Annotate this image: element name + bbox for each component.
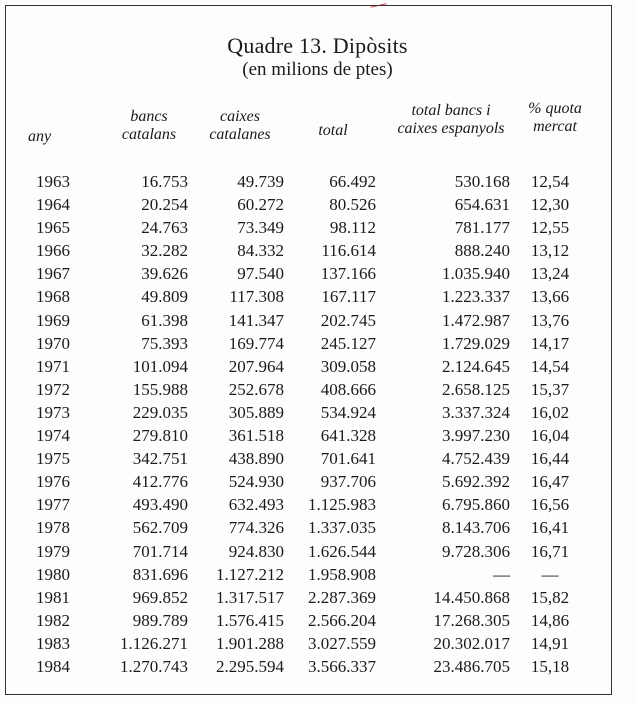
cell-year: 1973 xyxy=(36,402,70,422)
header-spain-line2: caixes espanyols xyxy=(397,120,505,137)
cell-savings: 774.326 xyxy=(228,518,284,538)
cell-savings: 97.540 xyxy=(237,264,284,284)
cell-banks: 1.270.743 xyxy=(120,656,188,676)
cell-total: 137.166 xyxy=(320,264,376,284)
table-row xyxy=(0,170,635,193)
cell-market-share: 16,71 xyxy=(530,541,570,561)
header-share-line2: mercat xyxy=(533,118,577,135)
cell-banks: 39.626 xyxy=(141,264,188,284)
cell-total: 1.958.908 xyxy=(308,564,376,584)
cell-market-share: — xyxy=(541,564,559,584)
cell-total: 1.626.544 xyxy=(308,541,376,561)
table-row xyxy=(0,447,635,470)
cell-banks: 1.126.271 xyxy=(120,633,188,653)
table-row xyxy=(0,239,635,262)
cell-total: 202.745 xyxy=(320,310,376,330)
header-market-share xyxy=(515,100,595,136)
cell-banks: 412.776 xyxy=(132,472,188,492)
cell-year: 1979 xyxy=(36,541,70,561)
cell-spain-total: 8.143.706 xyxy=(442,518,510,538)
table-row xyxy=(0,309,635,332)
cell-banks: 562.709 xyxy=(132,518,188,538)
cell-total: 80.526 xyxy=(329,195,376,215)
cell-year: 1972 xyxy=(36,379,70,399)
header-total xyxy=(303,122,363,140)
cell-spain-total: 888.240 xyxy=(454,241,510,261)
cell-savings: 524.930 xyxy=(228,472,284,492)
cell-year: 1970 xyxy=(36,333,70,353)
header-year xyxy=(28,128,68,146)
cell-spain-total: 654.631 xyxy=(454,195,510,215)
cell-banks: 155.988 xyxy=(132,379,188,399)
table-row xyxy=(0,378,635,401)
cell-market-share: 13,66 xyxy=(530,287,570,307)
table-row xyxy=(0,285,635,308)
cell-spain-total: 530.168 xyxy=(454,172,510,191)
cell-banks: 342.751 xyxy=(132,449,188,469)
cell-spain-total: 2.658.125 xyxy=(442,379,510,399)
table-subtitle: (en milions de ptes) xyxy=(242,59,393,80)
cell-year: 1971 xyxy=(36,356,70,376)
table-row xyxy=(0,540,635,563)
header-banks-line1: bancs xyxy=(130,108,168,125)
cell-market-share: 16,47 xyxy=(530,472,570,492)
header-savings-line1: caixes xyxy=(220,108,260,125)
cell-savings: 305.889 xyxy=(228,402,284,422)
cell-market-share: 14,91 xyxy=(530,633,570,653)
cell-banks: 16.753 xyxy=(141,172,188,191)
cell-year: 1975 xyxy=(36,449,70,469)
table-row xyxy=(0,355,635,378)
cell-year: 1981 xyxy=(36,587,70,607)
cell-spain-total: 1.223.337 xyxy=(442,287,510,307)
cell-total: 116.614 xyxy=(321,241,376,261)
table-row xyxy=(0,493,635,516)
cell-banks: 493.490 xyxy=(132,495,188,515)
table-row xyxy=(0,216,635,239)
cell-savings: 84.332 xyxy=(237,241,284,261)
cell-savings: 60.272 xyxy=(237,195,284,215)
table-row xyxy=(0,655,635,678)
cell-year: 1977 xyxy=(36,495,70,515)
cell-savings: 1.127.212 xyxy=(216,564,284,584)
cell-market-share: 14,17 xyxy=(530,333,570,353)
cell-total: 3.566.337 xyxy=(308,656,376,676)
cell-year: 1966 xyxy=(36,241,70,261)
cell-savings: 117.308 xyxy=(229,287,284,307)
cell-spain-total: 23.486.705 xyxy=(433,656,510,676)
table-row xyxy=(0,470,635,493)
cell-savings: 438.890 xyxy=(228,449,284,469)
cell-savings: 169.774 xyxy=(228,333,284,353)
header-savings xyxy=(195,108,285,144)
cell-banks: 701.714 xyxy=(132,541,188,561)
cell-total: 2.566.204 xyxy=(308,610,376,630)
cell-banks: 61.398 xyxy=(141,310,188,330)
cell-market-share: 12,55 xyxy=(530,218,570,238)
table-row xyxy=(0,563,635,586)
cell-year: 1967 xyxy=(36,264,70,284)
cell-market-share: 12,30 xyxy=(530,195,570,215)
header-share-line1: % quota xyxy=(528,100,582,117)
cell-total: 1.337.035 xyxy=(308,518,376,538)
cell-savings: 49.739 xyxy=(237,172,284,191)
table-body xyxy=(0,170,635,678)
cell-total: 2.287.369 xyxy=(308,587,376,607)
cell-market-share: 13,12 xyxy=(530,241,570,261)
header-savings-line2: catalanes xyxy=(209,126,271,143)
cell-spain-total: 3.337.324 xyxy=(442,402,510,422)
cell-banks: 969.852 xyxy=(132,587,188,607)
cell-market-share: 15,18 xyxy=(530,656,570,676)
table-row xyxy=(0,586,635,609)
table-row xyxy=(0,632,635,655)
cell-spain-total: 9.728.306 xyxy=(442,541,510,561)
table-row xyxy=(0,193,635,216)
cell-banks: 831.696 xyxy=(132,564,188,584)
header-spain-line1: total bancs i xyxy=(411,102,491,119)
cell-year: 1974 xyxy=(36,426,70,446)
cell-total: 1.125.983 xyxy=(308,495,376,515)
cell-market-share: 16,02 xyxy=(530,402,570,422)
cell-year: 1968 xyxy=(36,287,70,307)
cell-spain-total: — xyxy=(493,564,510,584)
cell-spain-total: 1.472.987 xyxy=(442,310,510,330)
cell-total: 534.924 xyxy=(320,402,376,422)
cell-spain-total: 3.997.230 xyxy=(442,426,510,446)
cell-banks: 101.094 xyxy=(132,356,188,376)
cell-spain-total: 17.268.305 xyxy=(433,610,510,630)
table-row xyxy=(0,424,635,447)
cell-spain-total: 6.795.860 xyxy=(442,495,510,515)
cell-savings: 632.493 xyxy=(228,495,284,515)
table-row xyxy=(0,401,635,424)
cell-savings: 252.678 xyxy=(228,379,284,399)
cell-savings: 1.901.288 xyxy=(216,633,284,653)
cell-market-share: 16,41 xyxy=(530,518,570,538)
table-row xyxy=(0,262,635,285)
cell-spain-total: 5.692.392 xyxy=(442,472,510,492)
header-banks xyxy=(104,108,194,144)
cell-banks: 32.282 xyxy=(141,241,188,261)
header-banks-line2: catalans xyxy=(121,126,177,143)
cell-savings: 924.830 xyxy=(228,541,284,561)
cell-banks: 49.809 xyxy=(141,287,188,307)
cell-savings: 2.295.594 xyxy=(216,656,284,676)
cell-market-share: 13,76 xyxy=(530,310,570,330)
table-row xyxy=(0,332,635,355)
header-year-label: any xyxy=(28,128,52,145)
cell-total: 408.666 xyxy=(320,379,376,399)
cell-year: 1976 xyxy=(36,472,70,492)
cell-total: 66.492 xyxy=(329,172,376,191)
cell-year: 1978 xyxy=(36,518,70,538)
cell-market-share: 16,04 xyxy=(530,426,570,446)
cell-year: 1984 xyxy=(36,656,70,676)
cell-year: 1980 xyxy=(36,564,70,584)
cell-total: 167.117 xyxy=(321,287,376,307)
cell-year: 1982 xyxy=(36,610,70,630)
cell-spain-total: 1.729.029 xyxy=(442,333,510,353)
cell-spain-total: 2.124.645 xyxy=(442,356,510,376)
table-title: Quadre 13. Dipòsits xyxy=(227,33,408,58)
cell-spain-total: 4.752.439 xyxy=(442,449,510,469)
cell-total: 3.027.559 xyxy=(308,633,376,653)
cell-savings: 1.317.517 xyxy=(216,587,284,607)
cell-market-share: 13,24 xyxy=(530,264,570,284)
cell-savings: 73.349 xyxy=(237,218,284,238)
cell-banks: 75.393 xyxy=(141,333,188,353)
cell-savings: 141.347 xyxy=(228,310,284,330)
cell-banks: 279.810 xyxy=(132,426,188,446)
cell-year: 1983 xyxy=(36,633,70,653)
cell-savings: 1.576.415 xyxy=(216,610,284,630)
cell-market-share: 15,82 xyxy=(530,587,570,607)
table-row xyxy=(0,609,635,632)
cell-market-share: 16,44 xyxy=(530,449,570,469)
cell-total: 98.112 xyxy=(329,218,376,238)
cell-spain-total: 1.035.940 xyxy=(442,264,510,284)
cell-total: 641.328 xyxy=(320,426,376,446)
cell-year: 1963 xyxy=(36,172,70,191)
header-spain-total xyxy=(376,102,526,138)
cell-spain-total: 781.177 xyxy=(454,218,510,238)
cell-total: 701.641 xyxy=(320,449,376,469)
cell-market-share: 12,54 xyxy=(530,172,570,191)
cell-savings: 207.964 xyxy=(228,356,284,376)
header-total-label: total xyxy=(318,122,348,139)
cell-year: 1965 xyxy=(36,218,70,238)
cell-total: 309.058 xyxy=(320,356,376,376)
cell-savings: 361.518 xyxy=(228,426,284,446)
cell-spain-total: 20.302.017 xyxy=(433,633,510,653)
cell-banks: 989.789 xyxy=(132,610,188,630)
table-row xyxy=(0,516,635,539)
cell-spain-total: 14.450.868 xyxy=(433,587,510,607)
cell-banks: 20.254 xyxy=(141,195,188,215)
cell-year: 1969 xyxy=(36,310,70,330)
cell-banks: 24.763 xyxy=(141,218,188,238)
cell-market-share: 14,86 xyxy=(530,610,570,630)
cell-banks: 229.035 xyxy=(132,402,188,422)
cell-total: 937.706 xyxy=(320,472,376,492)
cell-market-share: 16,56 xyxy=(530,495,570,515)
cell-year: 1964 xyxy=(36,195,70,215)
cell-total: 245.127 xyxy=(320,333,376,353)
cell-market-share: 14,54 xyxy=(530,356,570,376)
cell-market-share: 15,37 xyxy=(530,379,570,399)
